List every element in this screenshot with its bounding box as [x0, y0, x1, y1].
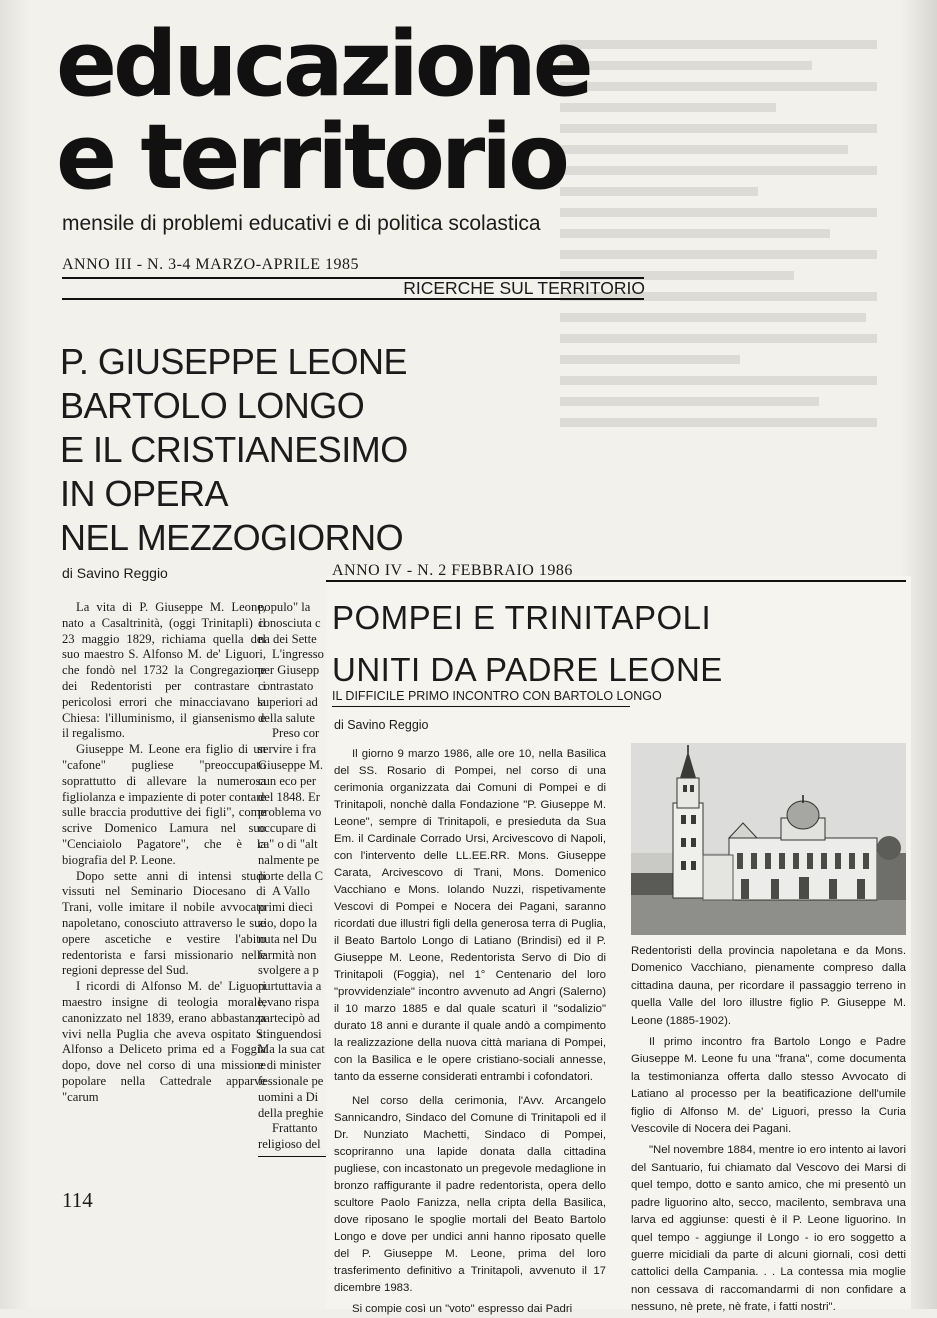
column-line: L'ingresso [272, 647, 324, 662]
byline-1985: di Savino Reggio [62, 565, 168, 581]
column-line: nalmente pe [258, 852, 320, 867]
column-line: del 1848. Er [258, 789, 320, 804]
masthead-line1: educazione [56, 12, 590, 117]
column-line: occupare di [258, 821, 317, 836]
paragraph: Si compie così un "voto" espresso dai Padri [352, 1303, 573, 1315]
column-line: stinguendosi [258, 1026, 322, 1041]
paragraph: Redentoristi della provincia napoletana e da Mons. Domenico Vacchiano, pienamente compreso dalla cittadina dauna, per ricordare il passaggio terreno in quella Valle del loro illustre figlio P. Giuseppe M. Leone (1885-1902). [631, 945, 906, 1027]
article-headline-1985 [60, 340, 408, 560]
kicker-rule [332, 706, 630, 707]
paragraph: Il giorno 9 marzo 1986, alle ore 10, nella Basilica del SS. Rosario di Pompei, nel corso di una cerimonia organizzata dai Comuni di Pompei e di Trinitapoli, nonchè dalla Fondazione "P. Giuseppe M. Leone", sempre di Trinitapoli, e presieduta da Sua Em. il Cardinale Corrado Ursi, Arcivescovo di Napoli, con l'intervento delle LL.EE.RR. Mons. Giuseppe Carata, Arcivescovo di Trani, Mons. Domenico Vacchiano e Mons. Iolando Nuzzi, rispetivamente Vescovi di Pompei e Nocera dei Pagani, saranno ricordati due illustri figli della generosa terra di Puglia, il Beato Bartolo Longo di Latiano (Brindisi) ed il P. Giuseppe M. Leone, Redentorista Servo di Dio di Trinitapoli (Foggia), nel 1° Centenario del loro "provvidenziale" incontro avvenuto ad Angri (Salerno) il 10 marzo 1885 e dal quale scaturì il "sodalizio" durato 18 anni e durante il quale andò a compimento la realizzazione della nuova città mariana di Pompei, con la Basilica e le opere cristiano-sociali annesse, tanto da esserne considerati entrambi i cofondatori. [334, 748, 606, 1083]
column-line: levano rispa [258, 994, 320, 1009]
column-line: Ma la sua cat [258, 1042, 325, 1057]
paragraph: Il primo incontro fra Bartolo Longo e Padre Giuseppe M. Leone fu una "frana", come documenta la testimonianza offerta dallo stesso Avvocato di Latiano al processo per la beatificazione dell'umile figlio di Alfonso M. de' Liguori, presso la Curia Vescovile di Nocera dei Pagani. [631, 1036, 906, 1136]
paragraph: Nel corso della cerimonia, l'Avv. Arcangelo Sannicandro, Sindaco del Comune di Trinitapoli ed il Dr. Nunziato Machetti, Sindaco di Pompei, scopriranno una lapide donata dalla cittadina pugliese, con incastonato un pregevole medaglione in bronzo raffigurante il padre redentorista, opera dello scultore Paolo Fanizza, nella cripta della Basilica, dove riposano le spoglie mortali del Beato Bartolo Longo e dove per undici anni hanno riposato quelle del P. Giuseppe M. Leone, prima del loro trasferimento definitivo a Trinitapoli, avvenuto il 17 dicembre 1983. [334, 1095, 606, 1294]
paragraph: I ricordi di Alfonso M. de' Liguori maestro insigne di teologia morale, canonizzato nel 1839, erano abbastanza vivi nella Puglia che aveva ospitato S. Alfonso a Deliceto prima ed a Foggia dopo, dove nel corso di una missione popolare nella Cattedrale apparve "carum [62, 979, 266, 1104]
headline-line: IN OPERA [60, 473, 229, 514]
column-foot-rule [258, 1156, 328, 1157]
column-line: porte della C [258, 868, 324, 883]
column-line: della salute [258, 710, 315, 725]
column-line: e di minister [258, 1058, 321, 1073]
article-column-2-clipped [258, 600, 328, 1160]
article-column-3 [334, 746, 606, 1318]
column-line: Frattanto [272, 1121, 318, 1136]
column-line: problema vo [258, 805, 322, 820]
basilica-photo [631, 743, 906, 935]
header-rule-bottom [62, 298, 644, 300]
column-line: superiori ad [258, 694, 318, 709]
byline-1986: di Savino Reggio [334, 718, 429, 732]
column-line: religioso del [258, 1137, 321, 1152]
column-line: fessionale pe [258, 1073, 324, 1088]
column-line: Giuseppe M. [258, 757, 324, 772]
article-column-4 [631, 943, 906, 1317]
column-line: nuta nel Du [258, 931, 317, 946]
masthead-line2: e territorio [56, 105, 566, 210]
issue-date-1986: ANNO IV - N. 2 FEBBRAIO 1986 [332, 562, 573, 579]
column-line: uomini a Di [258, 1089, 319, 1104]
column-line: Preso cor [272, 726, 320, 741]
column-line: purtuttavia a [258, 979, 322, 994]
headline-line: E IL CRISTIANESIMO [60, 429, 408, 470]
headline-line: UNITI DA PADRE LEONE [332, 651, 723, 688]
column-line: conosciuta c [258, 615, 321, 630]
clipping-top-rule [326, 580, 906, 582]
column-line: per Giusepp [258, 663, 320, 678]
column-line: zio, dopo la [258, 915, 318, 930]
headline-line: NEL MEZZOGIORNO [60, 517, 404, 558]
column-line: A Vallo [272, 884, 310, 899]
article-headline-1986 [332, 592, 723, 696]
column-line: contrastato [258, 678, 314, 693]
column-line: della preghie [258, 1105, 324, 1120]
masthead-subtitle: mensile di problemi educativi e di politica scolastica [62, 212, 541, 235]
paragraph: La vita di P. Giuseppe M. Leone, nato a Casaltrinità, (oggi Trinitapli) il 23 maggio 1829, richiama quella del suo maestro S. Alfonso M. de' Liguori, che fondò nel 1732 la Congregazione dei Redentoristi per contrastare i pericolosi errori che minacciavano la Chiesa: l'illuminismo, il giansenismo e il regalismo. [62, 600, 266, 741]
bleed-through-text [560, 28, 920, 428]
column-line: servire i fra [258, 742, 317, 757]
column-line: cun eco per [258, 773, 317, 788]
column-line: farmità non [258, 947, 317, 962]
page-number: 114 [62, 1188, 93, 1212]
headline-line: P. GIUSEPPE LEONE [60, 341, 407, 382]
article-column-1 [62, 600, 266, 1106]
paragraph: Dopo sette anni di intensi studi vissuti nel Seminario Diocesano di Trani, volle imitare il nobile avvocato napoletano, conosciuto attraverso le sue opere ascetiche e vestire l'abito redentorista e farsi missionario nelle regioni depresse del Sud. [62, 868, 266, 978]
column-line: na dei Sette [258, 631, 317, 646]
section-label: RICERCHE SUL TERRITORIO [403, 278, 645, 298]
headline-line: POMPEI E TRINITAPOLI [332, 599, 712, 636]
headline-line: BARTOLO LONGO [60, 385, 365, 426]
column-line: svolgere a p [258, 963, 319, 978]
issue-date-1985: ANNO III - N. 3-4 MARZO-APRILE 1985 [62, 256, 360, 273]
column-line: ca" o di "alt [258, 836, 318, 851]
column-line: partecipò ad [258, 1010, 320, 1025]
column-line: populo" la [258, 600, 311, 614]
column-line: primi dieci [258, 900, 313, 915]
paragraph: Giuseppe M. Leone era figlio di un "cafone" pugliese "preoccupato soprattutto di allevare la numerosa figliolanza e impaziente di poter contare sulle braccia produttive dei figli", come scrive Domenico Lamura nel suo "Cenciaiolo Pagatore", che è la biografia del P. Leone. [62, 742, 266, 867]
paragraph: "Nel novembre 1884, mentre io ero intento ai lavori del Santuario, fui chiamato dal Vescovo dei Marsi di quel tempo, dotto e santo amico, che mi presentò un padre liguorino alto, secco, macilento, sembrava una larva ed aggiunse: questi è il P. Leone liguorino. In quel tempo - aggiunge il Longo - io ero soggetto a guerre micidiali da parte di alcuni giornali, così detti cattolici della Campania. . . La contessa mia moglie non cessava di raccomandarmi di non confidare a nessuno, nè prete, nè frate, i fatti nostri". [631, 1144, 906, 1314]
kicker: IL DIFFICILE PRIMO INCONTRO CON BARTOLO LONGO [332, 689, 662, 703]
